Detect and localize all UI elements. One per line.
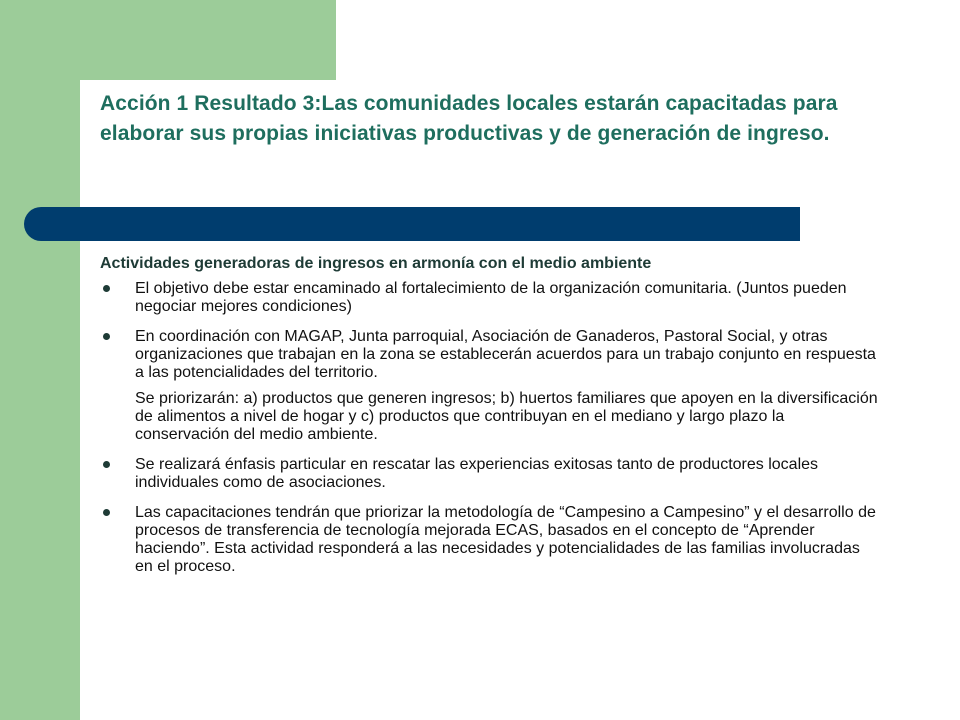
bullet-list: [100, 280, 880, 382]
slide-subheading: Actividades generadoras de ingresos en armonía con el medio ambiente: [100, 255, 652, 272]
slide-body: [100, 254, 880, 588]
list-item: [100, 456, 880, 492]
bullet-dot-icon: [103, 461, 110, 468]
bullet-text: El objetivo debe estar encaminado al fortalecimiento de la organización comunitaria. (Juntos pueden negociar mejores condiciones): [135, 280, 847, 315]
bullet-continuation: Se priorizarán: a) productos que generen ingresos; b) huertos familiares que apoyen en la diversificación de alimentos a nivel de hogar y c) productos que contribuyan en el mediano y largo plazo la conservación del medio ambiente.: [135, 390, 878, 443]
bullet-dot-icon: [103, 285, 110, 292]
bullet-text: Las capacitaciones tendrán que priorizar la metodología de “Campesino a Campesino” y el desarrollo de procesos de transferencia de tecnología mejorada ECAS, basados en el concepto de “Aprender haciendo”. Esta actividad responderá a las necesidades y potencialidades de las familias involucradas en el proceso.: [135, 504, 876, 575]
bullet-list-continued: [100, 456, 880, 576]
slide-title: Acción 1 Resultado 3:Las comunidades locales estarán capacitadas para elaborar sus propias iniciativas productivas y de generación de ingreso.: [100, 92, 838, 145]
bullet-text: En coordinación con MAGAP, Junta parroquial, Asociación de Ganaderos, Pastoral Social, y otras organizaciones que trabajan en la zona se establecerán acuerdos para un trabajo conjunto en respuesta a las potencialidades del territorio.: [135, 328, 876, 381]
title-divider-bar: [24, 207, 800, 241]
bullet-text: Se realizará énfasis particular en rescatar las experiencias exitosas tanto de productores locales individuales como de asociaciones.: [135, 456, 819, 491]
list-item: [100, 280, 880, 316]
bullet-dot-icon: [103, 333, 110, 340]
top-decorative-band: [0, 0, 336, 80]
left-decorative-band: [0, 0, 80, 720]
bullet-dot-icon: [103, 509, 110, 516]
list-item: [100, 504, 880, 576]
list-item: [100, 328, 880, 382]
